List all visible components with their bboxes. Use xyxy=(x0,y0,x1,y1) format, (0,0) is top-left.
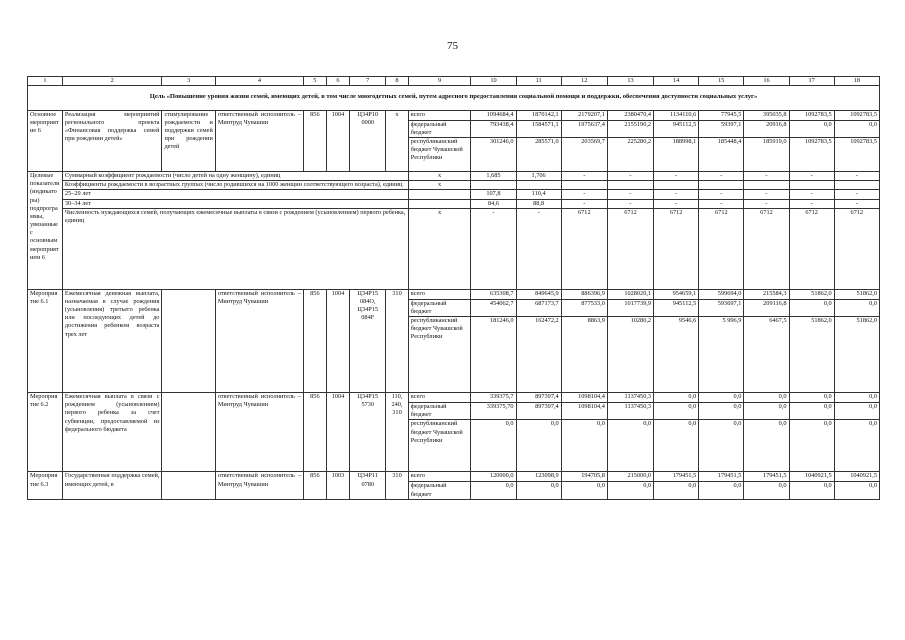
column-number: 11 xyxy=(516,77,561,86)
value-cell xyxy=(561,181,607,190)
value-cell: 0,0 xyxy=(789,393,834,403)
value-cell: 0,0 xyxy=(607,420,653,472)
value-cell: 886396,9 xyxy=(561,289,607,299)
event-description: Ежемесячная денежная выплата, назначаемая в случае рождения (усыновления) третьего ребенка или последующих детей до достижения ребенком возраста трех лет xyxy=(62,289,162,392)
responsible-executor: ответственный исполнитель – Минтруд Чувашии xyxy=(215,472,303,499)
value-cell: - xyxy=(789,199,834,208)
value-cell: 945112,5 xyxy=(654,299,699,316)
value-cell: 0,0 xyxy=(654,393,699,403)
value-cell: 0,0 xyxy=(789,420,834,472)
funding-source: федеральный бюджет xyxy=(408,403,471,420)
value-cell: 6712 xyxy=(654,208,699,289)
code-cell: Ц34Р15 5730 xyxy=(350,393,386,472)
indicator-text: 30–34 лет xyxy=(62,199,408,208)
value-cell: 1040921,5 xyxy=(834,472,879,482)
indicator-text: Численность нуждающихся семей, получающих ежемесячные выплаты в связи с рождением (усыновлением) первого ребенка, единиц xyxy=(62,208,408,289)
value-cell: 1092783,5 xyxy=(789,110,834,120)
value-cell xyxy=(834,181,879,190)
value-cell: 687173,7 xyxy=(516,299,561,316)
code-cell: 856 xyxy=(304,393,327,472)
value-cell: 0,0 xyxy=(744,482,789,499)
value-cell: - xyxy=(699,199,744,208)
value-cell: 0,0 xyxy=(744,393,789,403)
funding-source: федеральный бюджет xyxy=(408,482,471,499)
indicator-text: Суммарный коэффициент рождаемости (число детей на одну женщину), единиц xyxy=(62,172,408,181)
value-cell: 0,0 xyxy=(561,482,607,499)
column-number: 8 xyxy=(386,77,409,86)
value-cell: 0,0 xyxy=(834,403,879,420)
event-name: Основное мероприятие 6 xyxy=(28,110,63,171)
value-cell: 0,0 xyxy=(744,420,789,472)
value-cell: 0,0 xyxy=(654,420,699,472)
value-cell xyxy=(607,181,653,190)
column-number: 5 xyxy=(304,77,327,86)
event-purpose xyxy=(162,289,215,392)
value-cell: 635308,7 xyxy=(471,289,516,299)
value-cell: 6712 xyxy=(607,208,653,289)
responsible-executor: ответственный исполнитель – Минтруд Чувашии xyxy=(215,110,303,171)
indicator-row xyxy=(28,172,880,181)
column-number: 3 xyxy=(162,77,215,86)
value-cell: - xyxy=(789,190,834,199)
value-cell: 194705,8 xyxy=(561,472,607,482)
responsible-executor: ответственный исполнитель – Минтруд Чувашии xyxy=(215,289,303,392)
value-cell: 1,706 xyxy=(516,172,561,181)
value-cell: 179451,5 xyxy=(744,472,789,482)
value-cell: 203569,7 xyxy=(561,138,607,172)
column-number: 6 xyxy=(326,77,350,86)
value-cell: - xyxy=(471,208,516,289)
column-number: 18 xyxy=(834,77,879,86)
value-cell: - xyxy=(834,172,879,181)
code-cell: 110, 240, 310 xyxy=(386,393,409,472)
code-cell: Ц34Р11 0780 xyxy=(350,472,386,499)
code-cell: 856 xyxy=(304,110,327,171)
value-cell: 215584,3 xyxy=(744,289,789,299)
funding-source: всего xyxy=(408,393,471,403)
value-cell: - xyxy=(607,190,653,199)
value-cell: 1028020,1 xyxy=(607,289,653,299)
value-cell: 2155190,2 xyxy=(607,120,653,137)
value-cell: - xyxy=(561,172,607,181)
value-cell: 1137450,3 xyxy=(607,393,653,403)
indicator-mark xyxy=(408,190,471,199)
responsible-executor: ответственный исполнитель – Минтруд Чувашии xyxy=(215,393,303,472)
value-cell: 301246,0 xyxy=(471,138,516,172)
value-cell: 185448,4 xyxy=(699,138,744,172)
value-cell: 185919,0 xyxy=(744,138,789,172)
value-cell: 179451,5 xyxy=(654,472,699,482)
indicators-label: Целевые показатели (индикаторы) подпрограммы, увязанные с основным мероприятием 6 xyxy=(28,172,63,290)
value-cell: 209116,8 xyxy=(744,299,789,316)
value-cell: 120000,0 xyxy=(471,472,516,482)
value-cell xyxy=(471,181,516,190)
column-number: 14 xyxy=(654,77,699,86)
indicator-row xyxy=(28,199,880,208)
value-cell xyxy=(744,181,789,190)
code-cell: 1004 xyxy=(326,393,350,472)
value-cell: 1137450,3 xyxy=(607,403,653,420)
value-cell: 2179207,1 xyxy=(561,110,607,120)
column-number: 4 xyxy=(215,77,303,86)
value-cell: 1870142,1 xyxy=(516,110,561,120)
value-cell: 0,0 xyxy=(654,482,699,499)
value-cell: 123098,9 xyxy=(516,472,561,482)
indicator-mark: х xyxy=(408,181,471,190)
value-cell: 0,0 xyxy=(471,420,516,472)
value-cell: 1092783,5 xyxy=(789,138,834,172)
value-cell: 2380470,4 xyxy=(607,110,653,120)
value-cell: - xyxy=(654,199,699,208)
value-cell: 849645,9 xyxy=(516,289,561,299)
code-cell: Ц34Р10 0000 xyxy=(350,110,386,171)
code-cell: Ц34Р15 084О, Ц34Р15 084F xyxy=(350,289,386,392)
value-cell: 339375,7 xyxy=(471,393,516,403)
value-cell: - xyxy=(607,172,653,181)
value-cell: 9546,6 xyxy=(654,317,699,393)
funding-source: республиканский бюджет Чувашской Республики xyxy=(408,317,471,393)
value-cell: 0,0 xyxy=(834,120,879,137)
funding-row xyxy=(28,110,880,120)
value-cell: 1,685 xyxy=(471,172,516,181)
code-cell: 310 xyxy=(386,289,409,392)
value-cell: 6712 xyxy=(744,208,789,289)
value-cell: - xyxy=(699,172,744,181)
value-cell: 599694,0 xyxy=(699,289,744,299)
column-number: 13 xyxy=(607,77,653,86)
funding-row xyxy=(28,472,880,482)
value-cell xyxy=(654,181,699,190)
code-cell: х xyxy=(386,110,409,171)
value-cell: 162472,2 xyxy=(516,317,561,393)
funding-row xyxy=(28,289,880,299)
value-cell: 6467,5 xyxy=(744,317,789,393)
value-cell: 1134110,6 xyxy=(654,110,699,120)
column-number: 12 xyxy=(561,77,607,86)
event-name: Мероприятие 6.1 xyxy=(28,289,63,392)
value-cell: 0,0 xyxy=(834,420,879,472)
value-cell: 0,0 xyxy=(471,482,516,499)
value-cell: 6712 xyxy=(561,208,607,289)
value-cell: 6712 xyxy=(834,208,879,289)
value-cell: 897397,4 xyxy=(516,393,561,403)
code-cell: 1004 xyxy=(326,110,350,171)
event-description: Реализация мероприятий регионального проекта «Финансовая поддержка семей при рождении детей» xyxy=(62,110,162,171)
funding-source: всего xyxy=(408,472,471,482)
value-cell: - xyxy=(789,172,834,181)
value-cell: 0,0 xyxy=(516,420,561,472)
column-number: 1 xyxy=(28,77,63,86)
value-cell: - xyxy=(744,199,789,208)
value-cell: 1098104,4 xyxy=(561,403,607,420)
value-cell: - xyxy=(516,208,561,289)
indicator-text: 25–29 лет xyxy=(62,190,408,199)
value-cell: - xyxy=(834,190,879,199)
value-cell: 285571,0 xyxy=(516,138,561,172)
value-cell: 1975637,4 xyxy=(561,120,607,137)
value-cell: - xyxy=(561,190,607,199)
value-cell: 1017739,9 xyxy=(607,299,653,316)
value-cell: 339375,70 xyxy=(471,403,516,420)
value-cell: - xyxy=(744,172,789,181)
goal-row xyxy=(28,86,880,111)
value-cell: - xyxy=(654,172,699,181)
indicator-row xyxy=(28,190,880,199)
value-cell: 0,0 xyxy=(699,393,744,403)
value-cell: 225280,2 xyxy=(607,138,653,172)
value-cell: 51862,0 xyxy=(834,317,879,393)
value-cell xyxy=(516,181,561,190)
funding-source: федеральный бюджет xyxy=(408,299,471,316)
value-cell: 51862,0 xyxy=(789,317,834,393)
value-cell: 1040921,5 xyxy=(789,472,834,482)
code-cell: 1003 xyxy=(326,472,350,499)
value-cell: - xyxy=(654,190,699,199)
event-description: Государственная поддержка семей, имеющих детей, в xyxy=(62,472,162,499)
column-number-row xyxy=(28,77,880,86)
value-cell xyxy=(699,181,744,190)
value-cell xyxy=(789,181,834,190)
program-table xyxy=(27,76,880,500)
value-cell: 1584571,1 xyxy=(516,120,561,137)
event-purpose xyxy=(162,393,215,472)
value-cell: 59397,1 xyxy=(699,120,744,137)
value-cell: 897397,4 xyxy=(516,403,561,420)
value-cell: - xyxy=(834,199,879,208)
column-number: 9 xyxy=(408,77,471,86)
value-cell: 51862,0 xyxy=(834,289,879,299)
value-cell: 6712 xyxy=(789,208,834,289)
value-cell: 181246,0 xyxy=(471,317,516,393)
value-cell: 0,0 xyxy=(789,120,834,137)
column-number: 7 xyxy=(350,77,386,86)
value-cell: 593697,1 xyxy=(699,299,744,316)
value-cell: 51862,0 xyxy=(789,289,834,299)
value-cell: 1098104,4 xyxy=(561,393,607,403)
value-cell: 8863,9 xyxy=(561,317,607,393)
value-cell: 0,0 xyxy=(561,420,607,472)
indicator-mark: х xyxy=(408,208,471,289)
value-cell: 110,4 xyxy=(516,190,561,199)
value-cell: 20916,8 xyxy=(744,120,789,137)
value-cell: 188998,1 xyxy=(654,138,699,172)
funding-source: республиканский бюджет Чувашской Республики xyxy=(408,138,471,172)
value-cell: 179451,5 xyxy=(699,472,744,482)
indicator-mark xyxy=(408,199,471,208)
value-cell: 454062,7 xyxy=(471,299,516,316)
value-cell: 877533,0 xyxy=(561,299,607,316)
value-cell: 5 996,9 xyxy=(699,317,744,393)
value-cell: 215000,0 xyxy=(607,472,653,482)
value-cell: 0,0 xyxy=(699,482,744,499)
code-cell: 310 xyxy=(386,472,409,499)
funding-source: всего xyxy=(408,110,471,120)
column-number: 16 xyxy=(744,77,789,86)
value-cell: 88,8 xyxy=(516,199,561,208)
value-cell: 1094684,4 xyxy=(471,110,516,120)
code-cell: 1004 xyxy=(326,289,350,392)
value-cell: 954659,1 xyxy=(654,289,699,299)
value-cell: 0,0 xyxy=(789,482,834,499)
event-purpose xyxy=(162,472,215,499)
column-number: 17 xyxy=(789,77,834,86)
value-cell: 395035,8 xyxy=(744,110,789,120)
value-cell: 0,0 xyxy=(654,403,699,420)
indicator-row xyxy=(28,208,880,289)
value-cell: - xyxy=(744,190,789,199)
value-cell: 107,8 xyxy=(471,190,516,199)
event-purpose: стимулирование рождаемости и поддержки семей при рождении детей xyxy=(162,110,215,171)
indicator-text: Коэффициенты рождаемости в возрастных группах (число родившихся на 1000 женщин соответствующего возраста), единиц xyxy=(62,181,408,190)
value-cell: 0,0 xyxy=(789,299,834,316)
indicator-mark: х xyxy=(408,172,471,181)
code-cell: 856 xyxy=(304,472,327,499)
funding-source: федеральный бюджет xyxy=(408,120,471,137)
funding-row xyxy=(28,393,880,403)
value-cell: 0,0 xyxy=(607,482,653,499)
column-number: 15 xyxy=(699,77,744,86)
value-cell: - xyxy=(561,199,607,208)
indicator-row xyxy=(28,181,880,190)
event-description: Ежемесячная выплата в связи с рождением (усыновлением) первого ребенка за счет субвенции, предоставляемой из федерального бюджета xyxy=(62,393,162,472)
value-cell: 1092783,5 xyxy=(834,138,879,172)
value-cell: 0,0 xyxy=(789,403,834,420)
value-cell: 77945,5 xyxy=(699,110,744,120)
event-name: Мероприятие 6.3 xyxy=(28,472,63,499)
page-number: 75 xyxy=(447,40,458,52)
goal-heading: Цель «Повышение уровня жизни семей, имеющих детей, в том числе многодетных семей, путем адресного предоставления социальной помощи и поддержки, обеспечения доступности социальных услуг» xyxy=(28,86,880,111)
value-cell: - xyxy=(699,190,744,199)
value-cell: 0,0 xyxy=(834,299,879,316)
value-cell: 0,0 xyxy=(699,420,744,472)
value-cell: 945112,5 xyxy=(654,120,699,137)
event-name: Мероприятие 6.2 xyxy=(28,393,63,472)
value-cell: 0,0 xyxy=(744,403,789,420)
value-cell: - xyxy=(607,199,653,208)
funding-source: всего xyxy=(408,289,471,299)
value-cell: 0,0 xyxy=(834,482,879,499)
value-cell: 0,0 xyxy=(699,403,744,420)
value-cell: 1092783,5 xyxy=(834,110,879,120)
value-cell: 0,0 xyxy=(516,482,561,499)
column-number: 10 xyxy=(471,77,516,86)
funding-source: республиканский бюджет Чувашской Республики xyxy=(408,420,471,472)
code-cell: 856 xyxy=(304,289,327,392)
value-cell: 84,6 xyxy=(471,199,516,208)
value-cell: 793438,4 xyxy=(471,120,516,137)
value-cell: 6712 xyxy=(699,208,744,289)
value-cell: 10280,2 xyxy=(607,317,653,393)
column-number: 2 xyxy=(62,77,162,86)
value-cell: 0,0 xyxy=(834,393,879,403)
